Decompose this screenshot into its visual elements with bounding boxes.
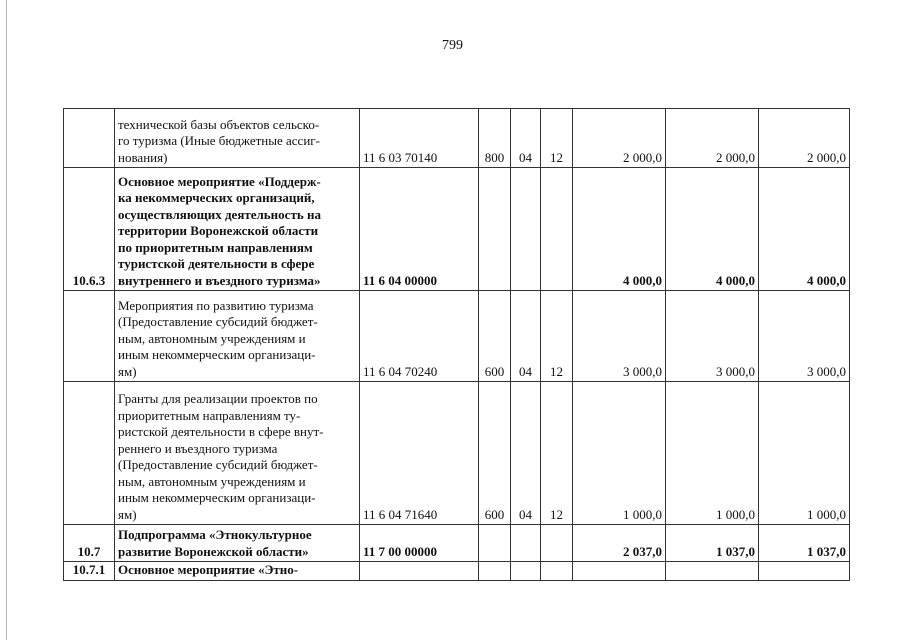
- row-description: Основное мероприятие «Этно-: [115, 562, 360, 581]
- row-sum-1: 3 000,0: [573, 291, 666, 382]
- row-vr: 600: [479, 382, 511, 525]
- table-row: [64, 109, 850, 168]
- row-sum-2: [666, 562, 759, 581]
- row-sum-1: 2 000,0: [573, 109, 666, 168]
- row-number: 10.7.1: [64, 562, 115, 581]
- row-vr: 800: [479, 109, 511, 168]
- table-row: [64, 525, 850, 562]
- row-vr: 600: [479, 291, 511, 382]
- row-pr: 12: [541, 109, 573, 168]
- row-sum-2: 1 037,0: [666, 525, 759, 562]
- row-sum-1: 2 037,0: [573, 525, 666, 562]
- row-code: 11 6 04 00000: [360, 168, 479, 291]
- row-description: Мероприятия по развитию туризма (Предоставление субсидий бюджет- ным, автономным учреждениям и иным некоммерческим организаци- ям): [115, 291, 360, 382]
- row-description: Основное мероприятие «Поддерж- ка некоммерческих организаций, осуществляющих деятельность на территории Воронежской области по приоритетным направлениям туристской деятельности в сфере внутреннего и въездного туризма»: [115, 168, 360, 291]
- row-rz: 04: [511, 382, 541, 525]
- row-number: [64, 291, 115, 382]
- row-number: [64, 109, 115, 168]
- row-sum-1: 1 000,0: [573, 382, 666, 525]
- row-description: Подпрограмма «Этнокультурное развитие Воронежской области»: [115, 525, 360, 562]
- row-sum-2: 2 000,0: [666, 109, 759, 168]
- row-code: 11 7 00 00000: [360, 525, 479, 562]
- table-row: [64, 168, 850, 291]
- row-vr: [479, 168, 511, 291]
- row-description: Гранты для реализации проектов по приоритетным направлениям ту- ристской деятельности в сфере внут- реннего и въездного туризма (Предоставление субсидий бюджет- ным, автономным учреждениям и иным некоммерческим организаци- ям): [115, 382, 360, 525]
- row-vr: [479, 525, 511, 562]
- row-sum-1: [573, 562, 666, 581]
- row-pr: 12: [541, 291, 573, 382]
- row-pr: 12: [541, 382, 573, 525]
- row-pr: [541, 525, 573, 562]
- row-rz: [511, 525, 541, 562]
- row-number: 10.6.3: [64, 168, 115, 291]
- row-sum-2: 4 000,0: [666, 168, 759, 291]
- row-sum-2: 1 000,0: [666, 382, 759, 525]
- row-description: технической базы объектов сельско- го туризма (Иные бюджетные ассиг- нования): [115, 109, 360, 168]
- row-number: [64, 382, 115, 525]
- budget-table: [63, 108, 850, 581]
- row-sum-3: 2 000,0: [759, 109, 850, 168]
- row-pr: [541, 562, 573, 581]
- page-edge-line: [6, 0, 7, 640]
- row-sum-3: 1 037,0: [759, 525, 850, 562]
- table-row: [64, 382, 850, 525]
- page-number: 799: [442, 38, 463, 53]
- row-sum-1: 4 000,0: [573, 168, 666, 291]
- row-pr: [541, 168, 573, 291]
- row-code: [360, 562, 479, 581]
- row-sum-2: 3 000,0: [666, 291, 759, 382]
- row-code: 11 6 04 70240: [360, 291, 479, 382]
- row-rz: [511, 562, 541, 581]
- table-row: [64, 562, 850, 581]
- row-rz: [511, 168, 541, 291]
- row-code: 11 6 03 70140: [360, 109, 479, 168]
- row-rz: 04: [511, 109, 541, 168]
- row-vr: [479, 562, 511, 581]
- row-sum-3: [759, 562, 850, 581]
- row-sum-3: 1 000,0: [759, 382, 850, 525]
- row-sum-3: 3 000,0: [759, 291, 850, 382]
- row-number: 10.7: [64, 525, 115, 562]
- table-row: [64, 291, 850, 382]
- row-rz: 04: [511, 291, 541, 382]
- row-code: 11 6 04 71640: [360, 382, 479, 525]
- row-sum-3: 4 000,0: [759, 168, 850, 291]
